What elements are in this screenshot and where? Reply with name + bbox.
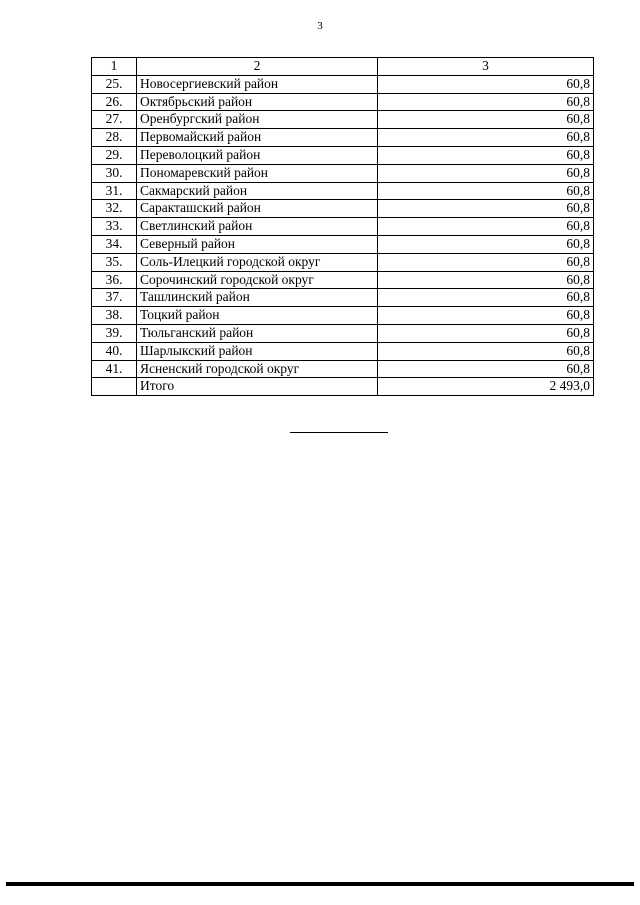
row-number-cell: 32. [92,200,137,218]
amount-cell: 60,8 [378,146,594,164]
district-name-cell: Пономаревский район [137,164,378,182]
row-number-cell: 25. [92,75,137,93]
row-number-cell: 27. [92,111,137,129]
amount-cell: 60,8 [378,182,594,200]
amount-cell: 60,8 [378,200,594,218]
amount-cell: 60,8 [378,75,594,93]
row-number-cell: 38. [92,307,137,325]
amount-cell: 60,8 [378,271,594,289]
row-number-cell: 31. [92,182,137,200]
row-number-cell: 39. [92,324,137,342]
row-number-cell: 28. [92,129,137,147]
amount-cell: 60,8 [378,164,594,182]
column-header-1: 1 [92,58,137,76]
amount-cell: 60,8 [378,235,594,253]
amount-cell: 60,8 [378,324,594,342]
district-name-cell: Тоцкий район [137,307,378,325]
amount-cell: 60,8 [378,129,594,147]
row-number-cell: 34. [92,235,137,253]
district-name-cell: Северный район [137,235,378,253]
district-name-cell: Первомайский район [137,129,378,147]
district-name-cell: Октябрьский район [137,93,378,111]
row-number-cell: 36. [92,271,137,289]
row-number-cell: 26. [92,93,137,111]
table-row [92,146,594,164]
district-name-cell: Новосергиевский район [137,75,378,93]
district-name-cell: Ясненский городской округ [137,360,378,378]
row-number-cell: 41. [92,360,137,378]
page-bottom-bar [6,882,634,886]
district-name-cell: Соль-Илецкий городской округ [137,253,378,271]
table-row [92,360,594,378]
row-number-cell: 37. [92,289,137,307]
column-header-2: 2 [137,58,378,76]
table-row [92,129,594,147]
amount-cell: 60,8 [378,289,594,307]
row-number-cell: 33. [92,218,137,236]
row-number-cell [92,378,137,396]
table-row [92,235,594,253]
table-row [92,164,594,182]
district-name-cell: Тюльганский район [137,324,378,342]
amount-cell: 60,8 [378,342,594,360]
table-row [92,342,594,360]
district-name-cell: Саракташский район [137,200,378,218]
district-name-cell: Итого [137,378,378,396]
table-row [92,324,594,342]
district-name-cell: Сорочинский городской округ [137,271,378,289]
allocation-table [91,57,594,396]
table-row [92,218,594,236]
amount-cell: 2 493,0 [378,378,594,396]
table-total-row [92,378,594,396]
row-number-cell: 40. [92,342,137,360]
district-name-cell: Оренбургский район [137,111,378,129]
amount-cell: 60,8 [378,360,594,378]
district-name-cell: Ташлинский район [137,289,378,307]
table-row [92,271,594,289]
amount-cell: 60,8 [378,93,594,111]
district-name-cell: Переволоцкий район [137,146,378,164]
district-name-cell: Сакмарский район [137,182,378,200]
row-number-cell: 35. [92,253,137,271]
district-name-cell: Шарлыкский район [137,342,378,360]
table-row [92,93,594,111]
table-row [92,200,594,218]
amount-cell: 60,8 [378,218,594,236]
district-name-cell: Светлинский район [137,218,378,236]
end-of-document-rule [290,432,388,433]
table-row [92,253,594,271]
column-header-3: 3 [378,58,594,76]
table-row [92,111,594,129]
table-row [92,75,594,93]
table-body [92,58,594,396]
table-row [92,182,594,200]
amount-cell: 60,8 [378,253,594,271]
page-number: 3 [317,20,323,32]
amount-cell: 60,8 [378,111,594,129]
amount-cell: 60,8 [378,307,594,325]
table-row [92,307,594,325]
table-row [92,289,594,307]
row-number-cell: 30. [92,164,137,182]
table-header-row [92,58,594,76]
row-number-cell: 29. [92,146,137,164]
